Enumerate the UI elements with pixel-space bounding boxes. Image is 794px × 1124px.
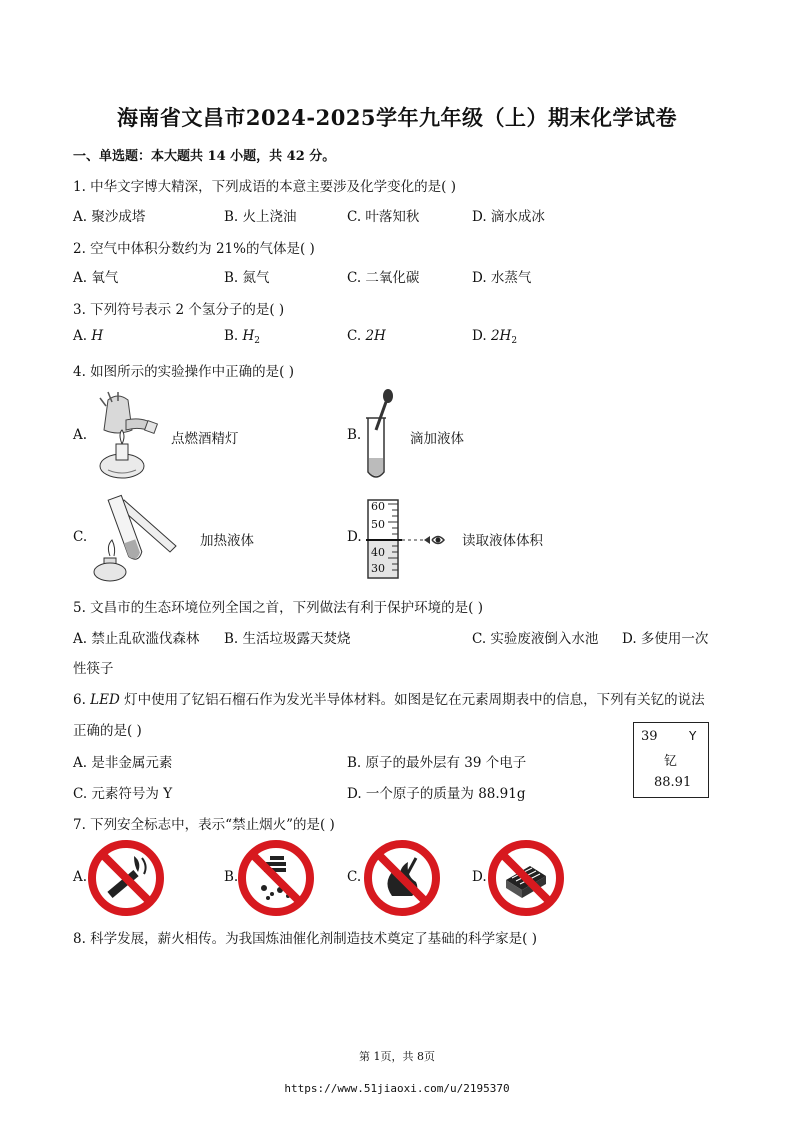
- question-3-option-c[interactable]: [347, 328, 386, 346]
- chemical-symbol: H: [91, 328, 104, 344]
- led-term: LED: [90, 692, 120, 708]
- question-3-option-d[interactable]: [472, 328, 517, 346]
- question-1-option-b[interactable]: B. 火上浇油: [224, 209, 297, 225]
- no-matches-sign-icon: [486, 838, 566, 918]
- question-4-option-b-letter[interactable]: B.: [347, 427, 362, 443]
- question-1-option-a[interactable]: A. 聚沙成塔: [73, 209, 146, 225]
- atomic-number: 39: [641, 729, 658, 744]
- question-6-option-a[interactable]: A. 是非金属元素: [73, 755, 173, 771]
- option-prefix: B.: [224, 328, 243, 344]
- question-5-option-a[interactable]: A. 禁止乱砍滥伐森林: [73, 631, 200, 647]
- watermark-url[interactable]: https://www.51jiaoxi.com/u/2195370: [284, 1082, 510, 1095]
- question-1-stem: 1. 中华文字博大精深，下列成语的本意主要涉及化学变化的是( ): [73, 179, 456, 195]
- subscript: 2: [254, 336, 261, 346]
- element-name: 钇: [664, 754, 678, 769]
- atomic-mass: 88.91: [654, 775, 692, 790]
- question-2-option-b[interactable]: B. 氮气: [224, 270, 270, 286]
- cylinder-tick-60: 60: [371, 500, 385, 513]
- question-1-option-c[interactable]: C. 叶落知秋: [347, 209, 420, 225]
- question-7-option-d-letter[interactable]: D.: [472, 869, 487, 885]
- question-7-option-a-letter[interactable]: A.: [73, 869, 88, 885]
- question-4-stem: 4. 如图所示的实验操作中正确的是( ): [73, 364, 294, 380]
- question-6-stem: [73, 688, 705, 708]
- question-6-option-b[interactable]: B. 原子的最外层有 39 个电子: [347, 755, 527, 771]
- dropper-test-tube-icon: [362, 388, 398, 484]
- section-heading: 一、单选题：本大题共 14 小题，共 42 分。: [73, 149, 336, 164]
- question-2-option-a[interactable]: A. 氧气: [73, 270, 119, 286]
- question-7-option-c-letter[interactable]: C.: [347, 869, 362, 885]
- chemical-symbol: 2H: [490, 328, 512, 344]
- chemical-symbol: H: [242, 328, 255, 344]
- question-6-option-c[interactable]: C. 元素符号为 Y: [73, 786, 173, 802]
- question-2-option-c[interactable]: C. 二氧化碳: [347, 270, 420, 286]
- question-5-option-d-wrap: 性筷子: [73, 661, 114, 677]
- question-5-option-c[interactable]: C. 实验废液倒入水池: [472, 631, 599, 647]
- question-3-option-b[interactable]: [224, 328, 260, 346]
- question-3-stem: 3. 下列符号表示 2 个氢分子的是( ): [73, 302, 285, 318]
- alcohol-lamp-lighting-icon: [86, 390, 166, 482]
- heating-test-tube-icon: [88, 492, 188, 584]
- no-fireworks-sign-icon: [236, 838, 316, 918]
- page-footer: 第 1页，共 8页: [359, 1050, 435, 1063]
- cylinder-tick-40: 40: [371, 546, 385, 559]
- question-4-option-d-caption: 读取液体体积: [462, 533, 543, 549]
- question-6-option-d[interactable]: D. 一个原子的质量为 88.91g: [347, 786, 526, 802]
- question-4-option-b-caption: 滴加液体: [410, 431, 464, 447]
- question-4-option-a-caption: 点燃酒精灯: [171, 431, 239, 447]
- question-4-option-d-letter[interactable]: D.: [347, 529, 362, 545]
- question-1-option-d[interactable]: D. 滴水成冰: [472, 209, 545, 225]
- stem-text: 灯中使用了钇铝石榴石作为发光半导体材料。如图是钇在元素周期表中的信息，下列有关钇的说法: [119, 692, 705, 708]
- question-7-stem: 7. 下列安全标志中，表示“禁止烟火”的是( ): [73, 817, 335, 833]
- question-5-stem: 5. 文昌市的生态环境位列全国之首，下列做法有利于保护环境的是( ): [73, 600, 483, 616]
- question-2-option-d[interactable]: D. 水蒸气: [472, 270, 532, 286]
- question-5-option-b[interactable]: B. 生活垃圾露天焚烧: [224, 631, 351, 647]
- question-2-stem: 2. 空气中体积分数约为 21%的气体是( ): [73, 241, 315, 257]
- no-smoking-sign-icon: [86, 838, 166, 918]
- cylinder-tick-50: 50: [371, 518, 385, 531]
- question-8-stem: 8. 科学发展，薪火相传。为我国炼油催化剂制造技术奠定了基础的科学家是( ): [73, 931, 537, 947]
- stem-number: 6.: [73, 692, 91, 708]
- element-symbol: Y: [689, 729, 697, 743]
- option-prefix: D.: [472, 328, 491, 344]
- subscript: 2: [511, 336, 518, 346]
- question-7-option-b-letter[interactable]: B.: [224, 869, 239, 885]
- option-prefix: A.: [73, 328, 92, 344]
- option-prefix: C.: [347, 328, 366, 344]
- no-fire-sign-icon: [362, 838, 442, 918]
- question-4-option-c-letter[interactable]: C.: [73, 529, 88, 545]
- question-3-option-a[interactable]: [73, 328, 103, 346]
- periodic-table-cell-yttrium: [633, 722, 709, 798]
- question-4-option-a-letter[interactable]: A.: [73, 427, 88, 443]
- question-4-option-c-caption: 加热液体: [200, 533, 254, 549]
- chemical-symbol: 2H: [365, 328, 386, 344]
- page-title: 海南省文昌市2024-2025学年九年级（上）期末化学试卷: [116, 105, 678, 130]
- question-5-option-d[interactable]: D. 多使用一次: [622, 631, 709, 647]
- question-6-stem-line2: 正确的是( ): [73, 723, 142, 739]
- cylinder-tick-30: 30: [371, 562, 385, 575]
